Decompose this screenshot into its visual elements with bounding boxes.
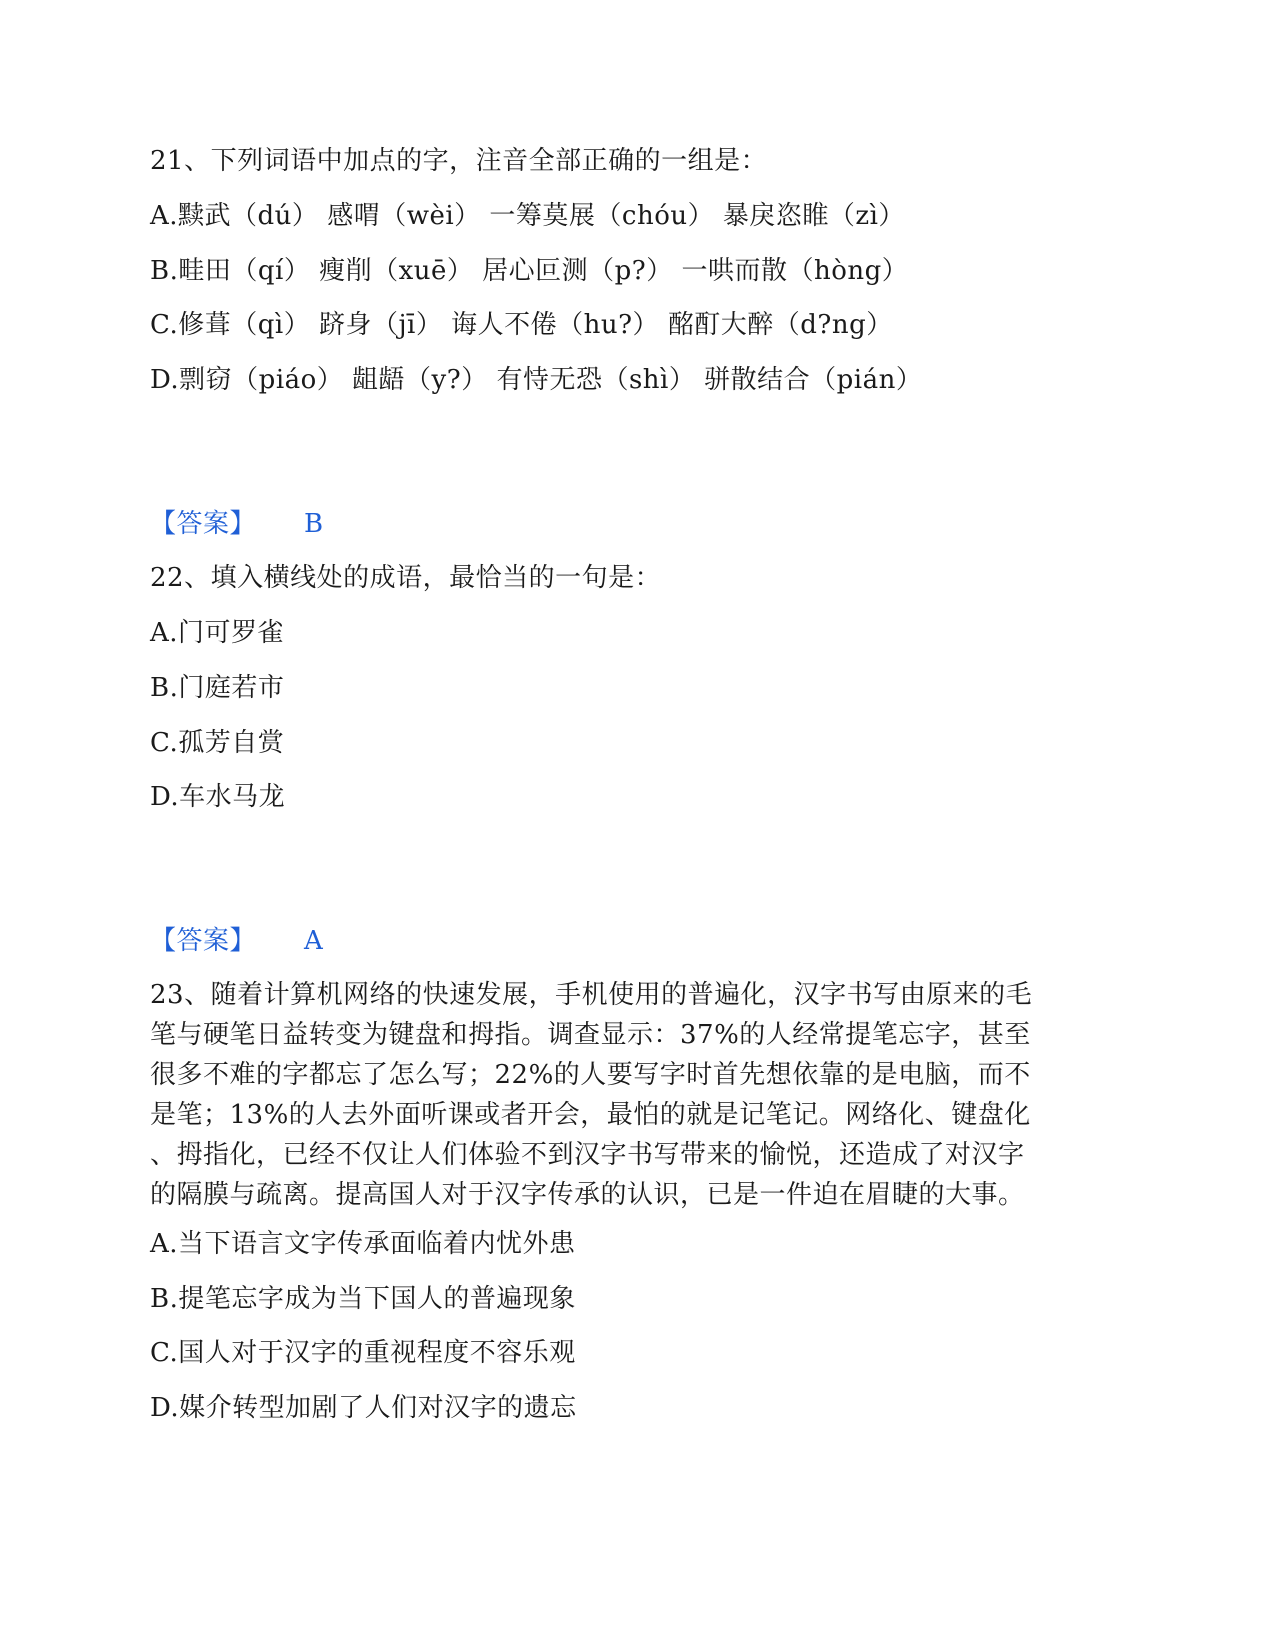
q23-stem-line: 23、随着计算机网络的快速发展，手机使用的普遍化，汉字书写由原来的毛 bbox=[150, 980, 1033, 1010]
answer-value: B bbox=[304, 509, 324, 539]
q22-answer bbox=[150, 926, 323, 956]
answer-label: 【答案】 bbox=[150, 926, 257, 956]
q23-option-c: C.国人对于汉字的重视程度不容乐观 bbox=[150, 1338, 576, 1368]
q22-option-a: A.门可罗雀 bbox=[150, 618, 285, 648]
q22-stem: 22、填入横线处的成语，最恰当的一句是： bbox=[150, 563, 662, 593]
q23-stem-line: 很多不难的字都忘了怎么写；22%的人要写字时首先想依靠的是电脑，而不 bbox=[150, 1060, 1031, 1090]
q21-stem: 21、下列词语中加点的字，注音全部正确的一组是： bbox=[150, 146, 768, 176]
q23-option-a: A.当下语言文字传承面临着内忧外患 bbox=[150, 1229, 576, 1259]
answer-label: 【答案】 bbox=[150, 509, 257, 539]
q22-option-b: B.门庭若市 bbox=[150, 673, 285, 703]
q22-option-d: D.车水马龙 bbox=[150, 782, 286, 812]
q23-stem-line: 笔与硬笔日益转变为键盘和拇指。调查显示：37%的人经常提笔忘字，甚至 bbox=[150, 1020, 1031, 1050]
q22-option-c: C.孤芳自赏 bbox=[150, 728, 285, 758]
q23-stem-line: 的隔膜与疏离。提高国人对于汉字传承的认识，已是一件迫在眉睫的大事。 bbox=[150, 1180, 1025, 1210]
q23-option-d: D.媒介转型加剧了人们对汉字的遗忘 bbox=[150, 1393, 577, 1423]
q21-answer bbox=[150, 509, 324, 539]
q23-option-b: B.提笔忘字成为当下国人的普遍现象 bbox=[150, 1284, 576, 1314]
q21-option-b: B.畦田（qí） 瘦削（xuē） 居心叵测（p?） 一哄而散（hòng） bbox=[150, 256, 909, 286]
answer-value: A bbox=[304, 926, 324, 956]
q21-option-a: A.黩武（dú） 感喟（wèi） 一筹莫展（chóu） 暴戾恣睢（zì） bbox=[150, 201, 905, 231]
q21-option-d: D.剽窃（piáo） 龃龉（y?） 有恃无恐（shì） 骈散结合（pián） bbox=[150, 365, 923, 395]
q23-stem-line: 是笔；13%的人去外面听课或者开会，最怕的就是记笔记。网络化、键盘化 bbox=[150, 1100, 1031, 1130]
q23-stem-line: 、拇指化，已经不仅让人们体验不到汉字书写带来的愉悦，还造成了对汉字 bbox=[150, 1140, 1025, 1170]
q23-stem bbox=[150, 975, 1120, 1215]
q21-option-c: C.修葺（qì） 跻身（jī） 诲人不倦（hu?） 酩酊大醉（d?ng） bbox=[150, 310, 893, 340]
